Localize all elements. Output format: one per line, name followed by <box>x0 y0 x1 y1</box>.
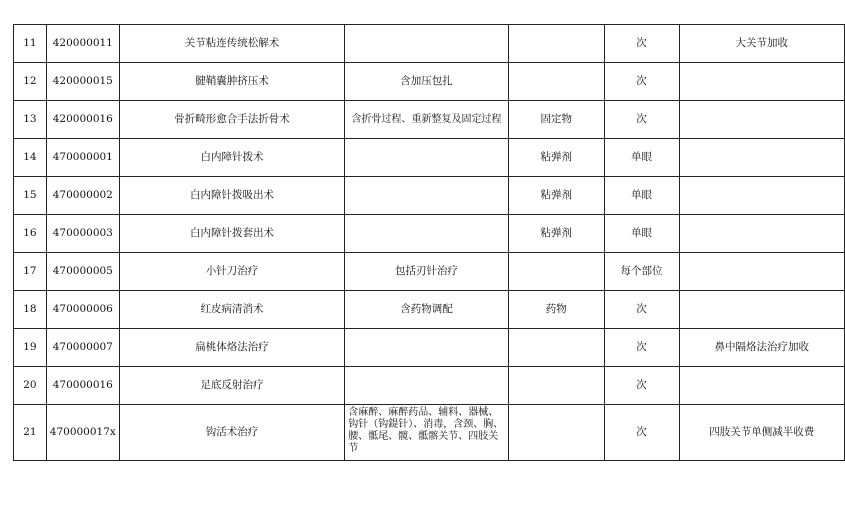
excluded-material <box>508 329 604 367</box>
item-description: 含折骨过程、重新整复及固定过程 <box>345 101 509 139</box>
item-description <box>345 177 509 215</box>
row-number: 13 <box>14 101 47 139</box>
item-name: 腱鞘囊肿挤压术 <box>119 63 344 101</box>
row-number: 21 <box>14 405 47 461</box>
item-name: 白内障针拨吸出术 <box>119 177 344 215</box>
pricing-unit: 单眼 <box>604 215 679 253</box>
pricing-unit: 次 <box>604 101 679 139</box>
item-code: 470000005 <box>46 253 119 291</box>
item-description: 含药物调配 <box>345 291 509 329</box>
table-row <box>14 101 845 139</box>
item-note <box>679 177 844 215</box>
row-number: 19 <box>14 329 47 367</box>
table-row <box>14 253 845 291</box>
row-number: 20 <box>14 367 47 405</box>
excluded-material <box>508 253 604 291</box>
item-note: 鼻中隔烙法治疗加收 <box>679 329 844 367</box>
table-row <box>14 329 845 367</box>
excluded-material <box>508 405 604 461</box>
item-code: 470000002 <box>46 177 119 215</box>
item-note <box>679 367 844 405</box>
table-row <box>14 63 845 101</box>
item-code: 470000007 <box>46 329 119 367</box>
item-name: 关节粘连传统松解术 <box>119 25 344 63</box>
table-row <box>14 139 845 177</box>
item-description <box>345 25 509 63</box>
pricing-unit: 次 <box>604 291 679 329</box>
item-description <box>345 215 509 253</box>
pricing-unit: 次 <box>604 367 679 405</box>
item-description <box>345 139 509 177</box>
item-note <box>679 63 844 101</box>
item-note <box>679 101 844 139</box>
fee-table-body <box>14 25 845 461</box>
item-description <box>345 329 509 367</box>
row-number: 11 <box>14 25 47 63</box>
item-description <box>345 367 509 405</box>
pricing-unit: 次 <box>604 25 679 63</box>
item-code: 420000016 <box>46 101 119 139</box>
item-code: 420000015 <box>46 63 119 101</box>
item-code: 470000016 <box>46 367 119 405</box>
row-number: 16 <box>14 215 47 253</box>
table-row <box>14 367 845 405</box>
excluded-material: 药物 <box>508 291 604 329</box>
item-code: 470000003 <box>46 215 119 253</box>
excluded-material: 固定物 <box>508 101 604 139</box>
table-row <box>14 177 845 215</box>
item-note: 四肢关节单侧减半收费 <box>679 405 844 461</box>
table-row <box>14 215 845 253</box>
item-name: 骨折畸形愈合手法折骨术 <box>119 101 344 139</box>
item-note <box>679 215 844 253</box>
item-name: 红皮病清消术 <box>119 291 344 329</box>
item-name: 足底反射治疗 <box>119 367 344 405</box>
row-number: 15 <box>14 177 47 215</box>
table-row <box>14 25 845 63</box>
item-note <box>679 139 844 177</box>
pricing-unit: 单眼 <box>604 177 679 215</box>
row-number: 12 <box>14 63 47 101</box>
row-number: 17 <box>14 253 47 291</box>
item-name: 小针刀治疗 <box>119 253 344 291</box>
row-number: 18 <box>14 291 47 329</box>
item-note <box>679 291 844 329</box>
pricing-unit: 次 <box>604 63 679 101</box>
row-number: 14 <box>14 139 47 177</box>
item-code: 420000011 <box>46 25 119 63</box>
fee-table <box>13 24 845 461</box>
pricing-unit: 次 <box>604 405 679 461</box>
item-name: 白内障针拨套出术 <box>119 215 344 253</box>
excluded-material: 粘弹剂 <box>508 215 604 253</box>
item-description: 含加压包扎 <box>345 63 509 101</box>
item-note: 大关节加收 <box>679 25 844 63</box>
pricing-unit: 次 <box>604 329 679 367</box>
item-code: 470000006 <box>46 291 119 329</box>
excluded-material: 粘弹剂 <box>508 177 604 215</box>
table-row <box>14 405 845 461</box>
item-name: 白内障针拨术 <box>119 139 344 177</box>
item-description: 含麻醉、麻醉药品、辅料、器械、钩针（钩鍉针）、消毒，含颈、胸、腰、骶尾、髋、骶髂关节、四肢关节 <box>345 405 509 461</box>
item-description: 包括刃针治疗 <box>345 253 509 291</box>
pricing-unit: 单眼 <box>604 139 679 177</box>
excluded-material <box>508 63 604 101</box>
excluded-material <box>508 367 604 405</box>
item-code: 470000001 <box>46 139 119 177</box>
item-code: 470000017x <box>46 405 119 461</box>
pricing-unit: 每个部位 <box>604 253 679 291</box>
item-note <box>679 253 844 291</box>
excluded-material <box>508 25 604 63</box>
item-name: 扁桃体烙法治疗 <box>119 329 344 367</box>
table-row <box>14 291 845 329</box>
excluded-material: 粘弹剂 <box>508 139 604 177</box>
item-name: 钩活术治疗 <box>119 405 344 461</box>
